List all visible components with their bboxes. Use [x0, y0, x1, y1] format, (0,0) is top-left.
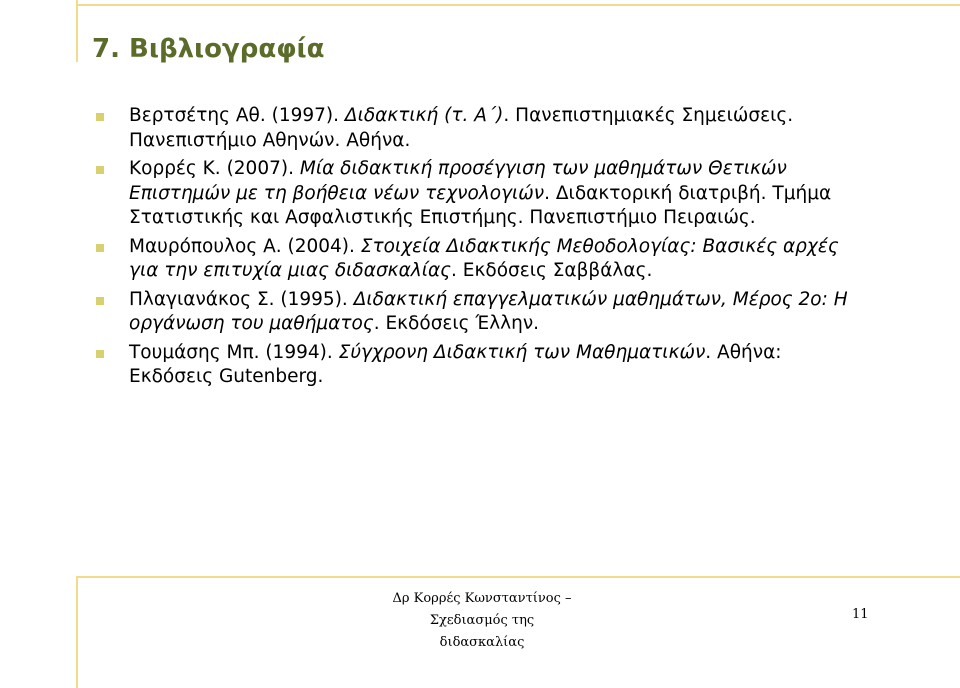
- reference-title: Μία διδακτική προσέγγιση των μαθημάτων Θετικών Επιστημών με τη βοήθεια νέων τεχνολογιών: [129, 158, 787, 204]
- top-vertical-rule: [76, 0, 78, 62]
- bottom-horizontal-rule: [78, 576, 960, 578]
- reference-authors: Κορρές Κ. (2007).: [129, 158, 300, 179]
- reference-details: . Αθήνα: Εκδόσεις Gutenberg.: [129, 341, 782, 387]
- reference-details: . Εκδόσεις Σαββάλας.: [451, 260, 653, 281]
- square-bullet-icon: [96, 113, 104, 121]
- reference-item: [96, 157, 856, 231]
- page-number: 11: [852, 607, 869, 622]
- bottom-vertical-rule: [76, 576, 78, 688]
- reference-authors: Βερτσέτης Αθ. (1997).: [129, 105, 345, 126]
- reference-title: Διδακτική επαγγελματικών μαθημάτων, Μέρος 2ο: Η οργάνωση του μαθήματος: [129, 288, 848, 334]
- reference-authors: Πλαγιανάκος Σ. (1995).: [129, 288, 354, 310]
- reference-title: Στοιχεία Διδακτικής Μεθοδολογίας: Βασικές αρχές για την επιτυχία μιας διδασκαλίας: [129, 235, 839, 281]
- reference-title: Σύγχρονη Διδακτική των Μαθηματικών: [338, 341, 706, 363]
- square-bullet-icon: [96, 350, 104, 358]
- footer-author-line: Δρ Κορρές Κωνσταντίνος – Σχεδιασμός της: [392, 591, 572, 628]
- slide-title: 7. Βιβλιογραφία: [92, 34, 325, 64]
- square-bullet-icon: [96, 244, 104, 252]
- reference-details: . Πανεπιστημιακές Σημειώσεις. Πανεπιστήμιο Αθηνών. Αθήνα.: [129, 105, 794, 151]
- reference-authors: Μαυρόπουλος Α. (2004).: [129, 235, 361, 257]
- reference-item: [96, 235, 856, 284]
- square-bullet-icon: [96, 166, 104, 174]
- reference-item: [96, 288, 856, 337]
- reference-title: Διδακτική (τ. Α΄): [344, 105, 504, 126]
- reference-list: [96, 104, 856, 394]
- reference-details: . Διδακτορική διατριβή. Τμήμα Στατιστικής και Ασφαλιστικής Επιστήμης. Πανεπιστήμιο Πειραιώς.: [129, 182, 832, 228]
- reference-details: . Εκδόσεις Έλλην.: [373, 313, 540, 334]
- slide-footer: [352, 588, 612, 654]
- reference-authors: Τουμάσης Μπ. (1994).: [129, 341, 339, 363]
- top-horizontal-rule: [78, 4, 960, 6]
- square-bullet-icon: [96, 297, 104, 305]
- footer-subject-line: διδασκαλίας: [439, 635, 525, 650]
- reference-item: [96, 104, 856, 153]
- reference-item: [96, 341, 856, 390]
